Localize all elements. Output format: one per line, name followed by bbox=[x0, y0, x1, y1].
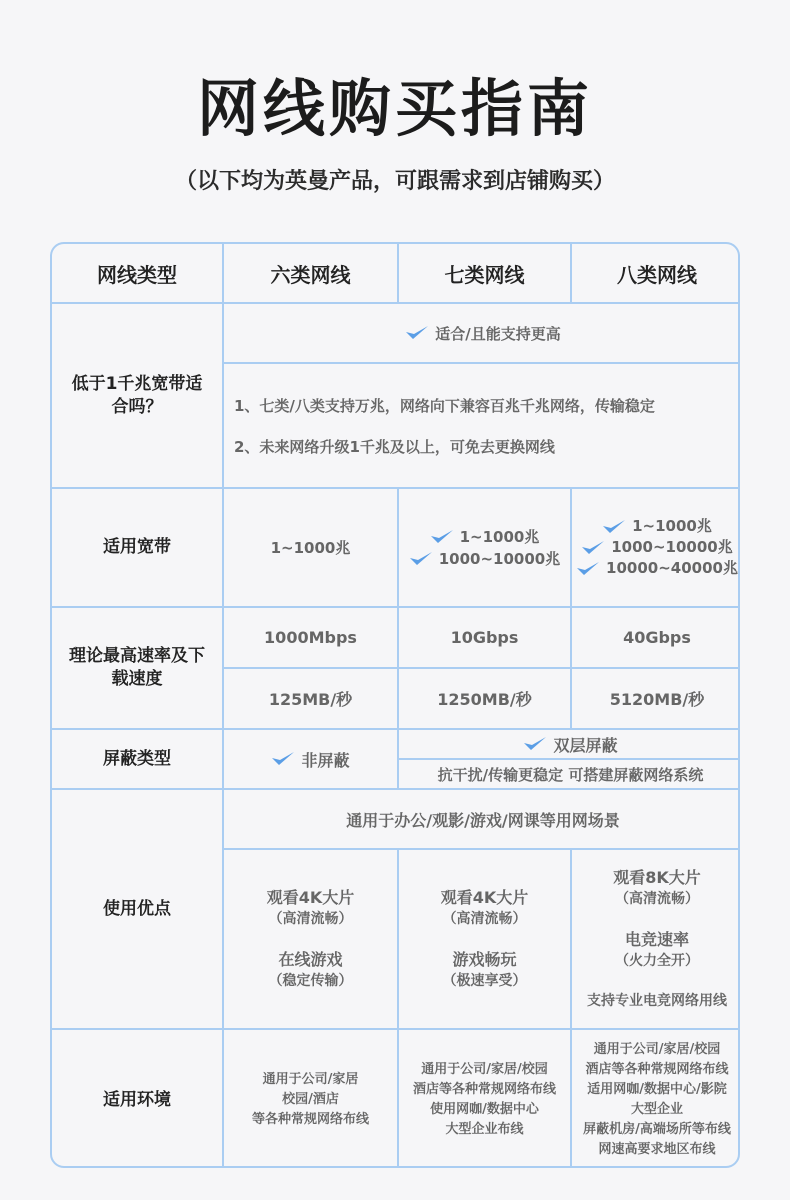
shield-cat78-desc: 抗干扰/传输更稳定 可搭建屏蔽网络系统 bbox=[437, 765, 704, 784]
header-type: 网线类型 bbox=[97, 262, 177, 287]
environment-line: 屏蔽机房/高端场所等布线 bbox=[583, 1122, 731, 1137]
header-cat7: 七类网线 bbox=[444, 262, 525, 287]
check-icon bbox=[576, 560, 600, 578]
environment-line: 通用于公司/家居/校园 bbox=[421, 1062, 548, 1077]
bandwidth-value: 1000~10000兆 bbox=[611, 538, 733, 556]
shield-cat78-text: 双层屏蔽 bbox=[553, 735, 618, 755]
bandwidth-cat6: 1~1000兆 bbox=[270, 539, 351, 557]
advantages-cat7 bbox=[399, 850, 570, 1028]
environment-cat8 bbox=[572, 1030, 740, 1168]
advantage-item: 在线游戏 bbox=[278, 950, 343, 969]
gigabit-notes bbox=[224, 364, 740, 487]
bandwidth-value: 10000~40000兆 bbox=[606, 559, 738, 577]
download-cat7: 1250MB/秒 bbox=[437, 690, 532, 709]
rate-cat6: 1000Mbps bbox=[264, 628, 357, 647]
row-label-shield: 屏蔽类型 bbox=[103, 748, 171, 769]
environment-line: 校园/酒店 bbox=[282, 1092, 339, 1107]
environment-cat7 bbox=[399, 1030, 570, 1168]
check-icon bbox=[602, 518, 626, 536]
advantage-item: 游戏畅玩 bbox=[452, 950, 517, 969]
advantages-common: 通用于办公/观影/游戏/网课等用网场景 bbox=[346, 810, 620, 830]
row-label-bandwidth: 适用宽带 bbox=[103, 537, 171, 557]
environment-line: 酒店等各种常规网络布线 bbox=[585, 1062, 729, 1077]
row-label-advantages: 使用优点 bbox=[103, 898, 171, 919]
download-cat8: 5120MB/秒 bbox=[609, 690, 705, 709]
advantage-note: （高清流畅） bbox=[615, 891, 699, 907]
environment-line: 通用于公司/家居/校园 bbox=[593, 1042, 721, 1057]
environment-line: 大型企业 bbox=[630, 1102, 683, 1117]
advantages-cat6 bbox=[224, 850, 397, 1028]
row-label-speed: 理论最高速率及下载速度 bbox=[69, 646, 205, 689]
check-icon bbox=[409, 550, 433, 568]
advantage-note: （极速享受） bbox=[442, 973, 527, 989]
check-icon bbox=[405, 324, 429, 342]
advantage-note: （高清流畅） bbox=[442, 911, 527, 927]
advantage-note: （高清流畅） bbox=[268, 911, 353, 927]
advantage-item: 支持专业电竞网络用线 bbox=[587, 993, 727, 1009]
rate-cat7: 10Gbps bbox=[450, 628, 519, 647]
header-cat8: 八类网线 bbox=[617, 262, 697, 287]
check-icon bbox=[271, 750, 295, 768]
environment-line: 等各种常规网络布线 bbox=[251, 1112, 369, 1127]
advantage-item: 电竞速率 bbox=[624, 930, 689, 949]
shield-cat6 bbox=[224, 730, 397, 788]
environment-cat6 bbox=[224, 1030, 397, 1168]
environment-line: 通用于公司/家居 bbox=[262, 1072, 359, 1087]
check-icon bbox=[430, 528, 454, 546]
environment-line: 适用网咖/数据中心/影院 bbox=[587, 1082, 727, 1097]
bandwidth-value: 1000~10000兆 bbox=[438, 549, 561, 568]
advantages-cat8 bbox=[572, 850, 740, 1028]
header-cat6: 六类网线 bbox=[270, 262, 351, 287]
bandwidth-cat8 bbox=[572, 489, 740, 606]
bandwidth-value: 1~1000兆 bbox=[459, 527, 540, 546]
rate-cat8: 40Gbps bbox=[623, 628, 691, 647]
advantage-item: 观看4K大片 bbox=[440, 888, 529, 907]
page-subtitle: （以下均为英曼产品，可跟需求到店铺购买） bbox=[174, 169, 615, 194]
bandwidth-value: 1~1000兆 bbox=[632, 517, 712, 535]
gigabit-summary bbox=[224, 304, 740, 362]
gigabit-note: 1、七类/八类支持万兆，网络向下兼容百兆千兆网络，传输稳定 bbox=[234, 396, 655, 415]
comparison-table bbox=[50, 242, 740, 1168]
environment-line: 网速高要求地区布线 bbox=[598, 1142, 716, 1157]
row-label-gigabit: 低于1千兆宽带适合吗？ bbox=[71, 373, 203, 417]
page-title: 网线购买指南 bbox=[196, 72, 593, 145]
row-label-environment: 适用环境 bbox=[103, 1089, 171, 1110]
gigabit-note: 2、未来网络升级1千兆及以上，可免去更换网线 bbox=[234, 437, 555, 456]
gigabit-summary-text: 适合/且能支持更高 bbox=[435, 324, 561, 343]
environment-line: 使用网咖/数据中心 bbox=[430, 1102, 539, 1117]
shield-cat6-text: 非屏蔽 bbox=[301, 750, 350, 770]
download-cat6: 125MB/秒 bbox=[268, 690, 353, 709]
check-icon bbox=[581, 539, 605, 557]
environment-line: 酒店等各种常规网络布线 bbox=[412, 1082, 556, 1097]
advantage-item: 观看8K大片 bbox=[613, 868, 701, 887]
environment-line: 大型企业布线 bbox=[445, 1122, 524, 1137]
shield-cat78 bbox=[399, 730, 740, 758]
advantage-note: （稳定传输） bbox=[268, 973, 353, 989]
advantage-note: （火力全开） bbox=[615, 953, 699, 969]
check-icon bbox=[523, 735, 547, 753]
bandwidth-cat7 bbox=[399, 489, 570, 606]
advantage-item: 观看4K大片 bbox=[266, 888, 355, 907]
